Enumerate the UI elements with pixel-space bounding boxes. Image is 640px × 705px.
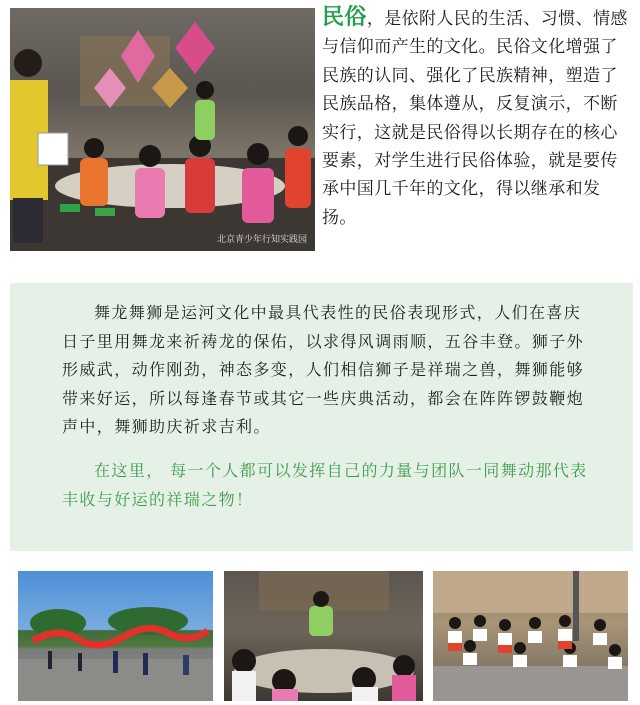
photo-scene-illustration: [10, 8, 315, 251]
photo-watermark: 北京青少年行知实践园: [216, 235, 307, 245]
classroom-photo: [10, 8, 315, 251]
description-panel: [10, 283, 633, 551]
dragon-dance-photo: [18, 571, 213, 701]
dragon-dance-scene: [18, 571, 213, 701]
panel-paragraph-1: 舞龙舞狮是运河文化中最具代表性的民俗表现形式，人们在喜庆日子里用舞龙来祈祷龙的保佑，以求得风调雨顺，五谷丰登。狮子外形威武，动作刚劲，神态多变，人们相信狮子是祥瑞之兽，舞狮能够带来好运，所以每逢春节或其它一些庆典活动，都会在阵阵锣鼓鞭炮声中，舞狮助庆祈求吉利。: [62, 303, 585, 437]
group-students-scene: [433, 571, 628, 701]
intro-body: ，是依附人民的生活、习惯、情感与信仰而产生的文化。民俗文化增强了民族的认同、强化了民族精神，塑造了民族品格，集体遵从，反复演示，不断实行，这就是民俗得以长期存在的核心要素，对学生进行民俗体验，就是要传承中国几千年的文化，得以继承和发扬。: [322, 9, 628, 228]
indoor-class-scene: [224, 571, 423, 701]
indoor-class-photo: [224, 571, 423, 701]
intro-keyword: 民俗: [322, 5, 367, 30]
intro-text: [322, 4, 634, 232]
panel-paragraph-2: 在这里， 每一个人都可以发挥自己的力量与团队一同舞动那代表丰收与好运的祥瑞之物！: [62, 460, 588, 509]
group-students-photo: [433, 571, 628, 701]
